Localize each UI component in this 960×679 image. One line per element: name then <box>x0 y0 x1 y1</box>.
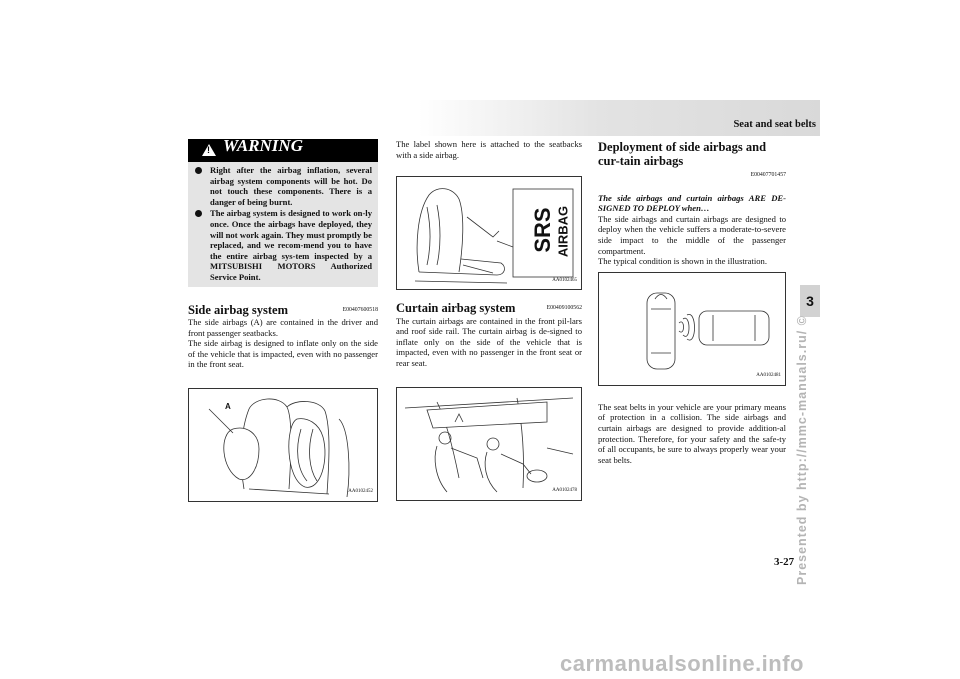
warning-header <box>188 136 378 162</box>
chapter-tab: 3 <box>800 285 820 317</box>
curtain-airbag-code: E00409100562 <box>546 305 582 312</box>
presented-by-text[interactable]: Presented by http://mmc-manuals.ru/ © <box>795 315 809 585</box>
curtain-airbag-illustration <box>397 388 582 500</box>
column-right <box>598 139 786 465</box>
column-left <box>188 136 378 502</box>
page-number: 3-27 <box>774 556 795 568</box>
watermark[interactable]: carmanualsonline.info <box>560 651 804 676</box>
curtain-airbag-paragraph: The curtain airbags are contained in the front pil-lars and roof side rail. The curtain airbag is de-signed to inflate only on the side of the vehicle that is impacted, even with no passenger in the front seat or rear seat. <box>396 315 582 369</box>
side-airbag-figure <box>188 388 378 502</box>
side-airbag-title <box>188 304 378 318</box>
deployment-figure <box>598 272 786 386</box>
warning-item <box>194 165 372 207</box>
side-airbag-title-text: Side airbag system <box>188 302 288 317</box>
warning-body <box>188 162 378 287</box>
curtain-airbag-figure <box>396 387 582 501</box>
side-airbag-paragraph: The side airbag is designed to inflate only on the side of the vehicle that is impacted, even with no passenger in the front seat. <box>188 338 378 370</box>
warning-item-text: The airbag system is designed to work on-ly once. Once the airbags have deployed, they will not work again. They must promptly be replaced, and we recom-mend you to have the entire airbag sys-tem inspected by a MITSUBISHI MOTORS Authorized Service Point. <box>210 208 372 282</box>
header-band <box>418 100 820 136</box>
warning-item <box>194 208 372 282</box>
seat-airbag-illustration <box>189 389 378 501</box>
figure-code: AA0102452 <box>348 489 373 495</box>
side-impact-illustration <box>599 273 786 385</box>
figure-callout-label: A <box>225 402 231 411</box>
side-airbag-paragraph: The side airbags (A) are contained in the driver and front passenger seatbacks. <box>188 317 378 338</box>
srs-label-line2: AIRBAG <box>555 206 571 258</box>
deployment-code: E00407701457 <box>750 172 786 178</box>
warning-title: WARNING <box>223 136 303 155</box>
warning-box <box>188 136 378 287</box>
deployment-paragraph: The side airbags and curtain airbags are designed to deploy when the vehicle suffers a moderate-to-severe side impact to the middle of the passenger compartment. <box>598 213 786 256</box>
curtain-airbag-title <box>396 302 582 316</box>
bullet-icon <box>195 210 202 217</box>
column-middle <box>396 139 582 501</box>
deployment-title: Deployment of side airbags and cur-tain airbags <box>598 140 767 168</box>
srs-label-figure <box>396 176 582 290</box>
figure-code: AA0102481 <box>756 373 781 379</box>
closing-paragraph: The seat belts in your vehicle are your primary means of protection in a collision. The side airbags and curtain airbags are designed to provide addition-al protection. Therefore, for your safety and the safe-ty of all occupants, be sure to always properly wear your seat belts. <box>598 401 786 465</box>
side-airbag-code: E00407600518 <box>342 306 378 313</box>
warning-triangle-icon <box>202 144 216 156</box>
bullet-icon <box>195 167 202 174</box>
section-header-title: Seat and seat belts <box>733 119 816 130</box>
srs-label-line1: SRS <box>530 207 555 253</box>
warning-item-text: Right after the airbag inflation, several airbag system components will be hot. Do not touch these components. There is a danger of being burnt. <box>210 165 372 207</box>
label-description: The label shown here is attached to the seatbacks with a side airbag. <box>396 139 582 160</box>
srs-airbag-label <box>517 207 569 259</box>
deployment-paragraph: The typical condition is shown in the illustration. <box>598 256 767 267</box>
deployment-italic-heading: The side airbags and curtain airbags ARE DE-SIGNED TO DEPLOY when… <box>598 192 786 214</box>
curtain-airbag-title-text: Curtain airbag system <box>396 301 516 316</box>
figure-code: AA0102465 <box>552 277 577 283</box>
figure-code: AA0102478 <box>552 488 577 494</box>
